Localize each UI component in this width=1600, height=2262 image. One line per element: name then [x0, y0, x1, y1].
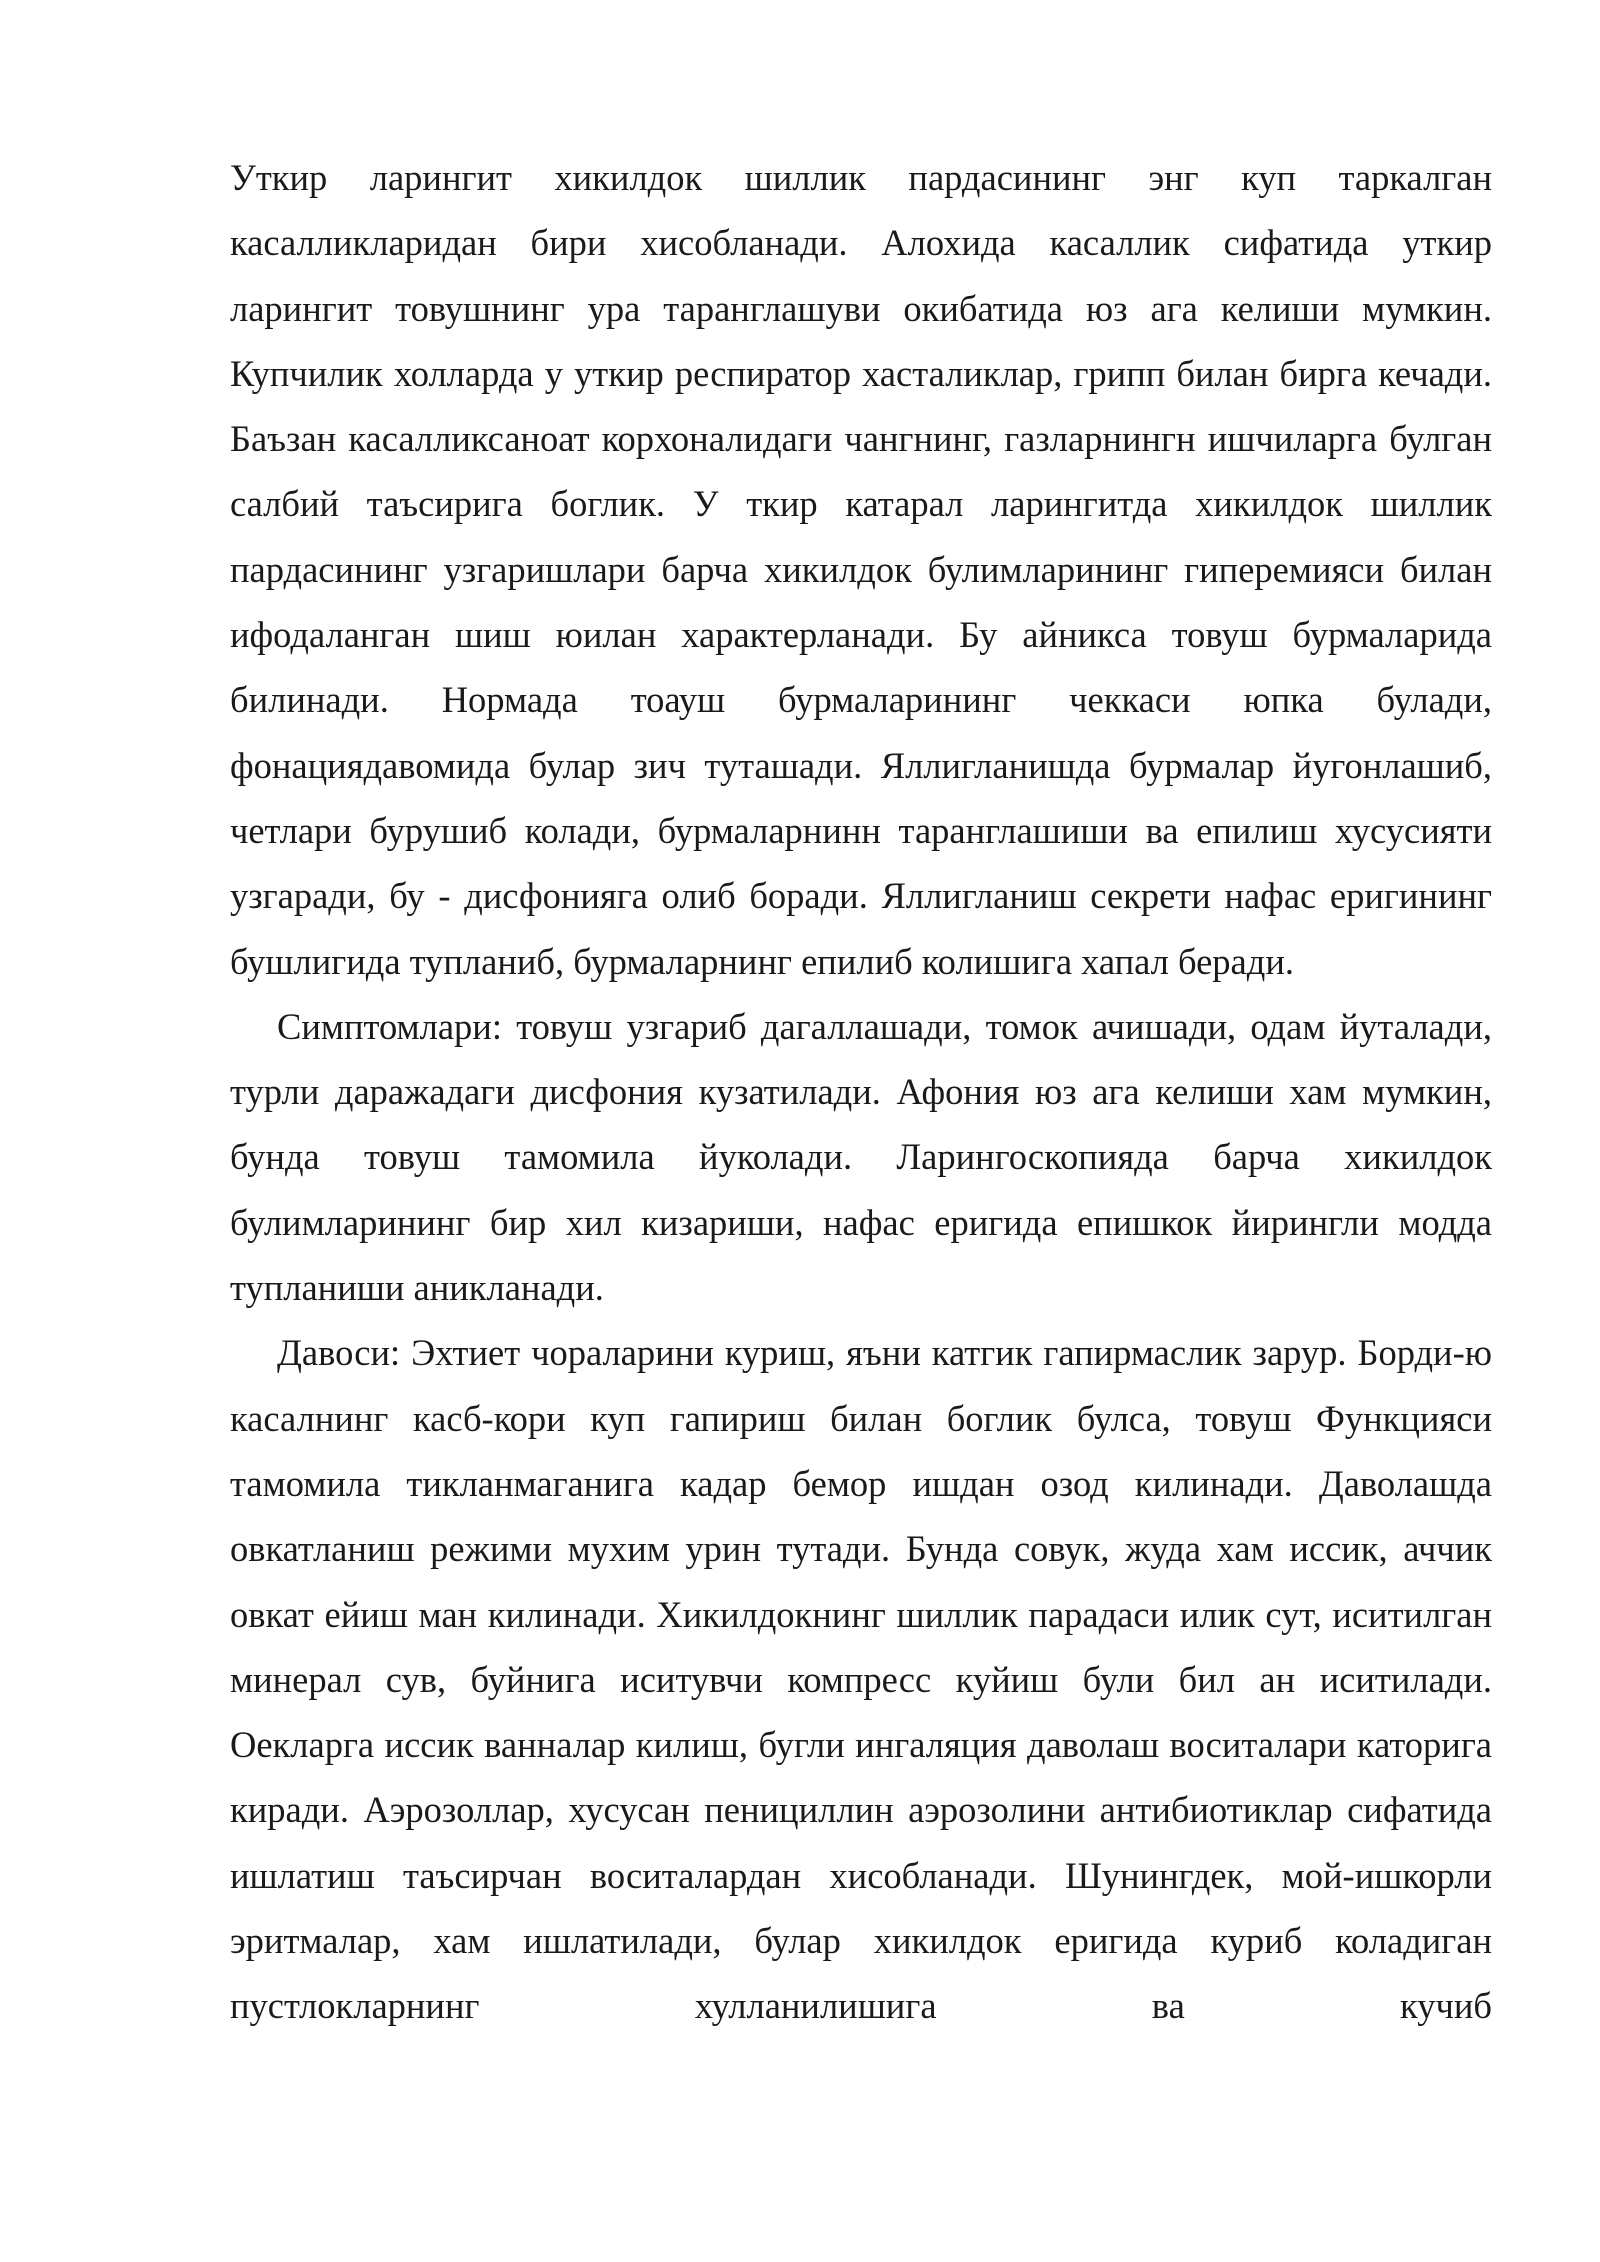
- document-page: [230, 145, 1492, 2039]
- paragraph-laryngitis-intro: Уткир ларингит хикилдок шиллик пардасининг энг куп таркалган касалликларидан бири хисобланади. Алохида касаллик сифатида уткир ларингит товушнинг ура таранглашуви окибатида юз ага келиши мумкин. Купчилик холларда у уткир респиратор хасталиклар, грипп билан бирга кечади. Баъзан касалликсаноат корхоналидаги чангнинг, газларнингн ишчиларга булган салбий таъсирига боглик. У ткир катарал ларингитда хикилдок шиллик пардасининг узгаришлари барча хикилдок булимларининг гиперемияси билан ифодаланган шиш юилан характерланади. Бу айникса товуш бурмаларида билинади. Нормада тоауш бурмаларининг чеккаси юпка булади, фонациядавомида булар зич туташади. Яллигланишда бурмалар йугонлашиб, четлари бурушиб колади, бурмаларнинн таранглашиши ва епилиш хусусияти узгаради, бу - дисфонияга олиб боради. Яллигланиш секрети нафас еригининг бушлигида тупланиб, бурмаларнинг епилиб колишига хапал беради.: [230, 157, 1492, 982]
- paragraph-treatment: Давоси: Эхтиет чораларини куриш, яъни катгик гапирмаслик зарур. Борди-ю касалнинг касб-кори куп гапириш билан боглик булса, товуш Функцияси тамомила тикланмаганига кадар бемор ишдан озод килинади. Даволашда овкатланиш режими мухим урин тутади. Бунда совук, жуда хам иссик, аччик овкат ейиш ман килинади. Хикилдокнинг шиллик парадаси илик сут, иситилган минерал сув, буйнига иситувчи компресс куйиш були бил ан иситилади. Оекларга иссик ванналар килиш, бугли ингаляция даволаш воситалари каторига киради. Аэрозоллар, хусусан пенициллин аэрозолини антибиотиклар сифатида ишлатиш таъсирчан воситалардан хисобланади. Шунингдек, мой-ишкорли эритмалар, хам ишлатилади, булар хикилдок еригида куриб коладиган пустлокларнинг хулланилишига ва кучиб: [230, 1332, 1492, 2027]
- paragraph-symptoms: Симптомлари: товуш узгариб дагаллашади, томок ачишади, одам йуталади, турли даражадаги дисфония кузатилади. Афония юз ага келиши хам мумкин, бунда товуш тамомила йуколади. Ларингоскопияда барча хикилдок булимларининг бир хил кизариши, нафас еригида епишкок йирингли модда тупланиши аникланади.: [230, 1005, 1492, 1309]
